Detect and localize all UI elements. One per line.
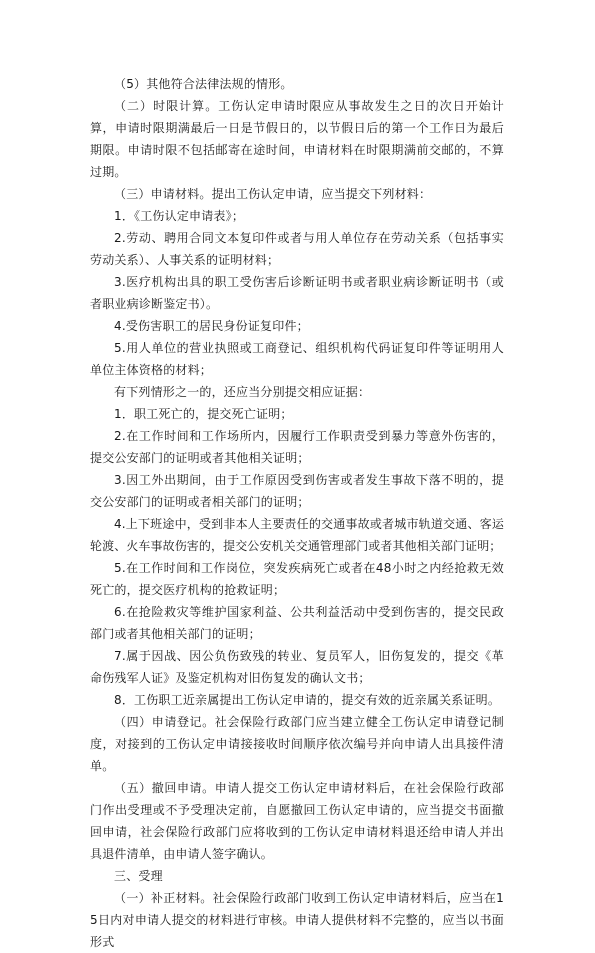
paragraph-material-3: 3.医疗机构出具的职工受伤害后诊断证明书或者职业病诊断证明书（或者职业病诊断鉴定书）。 [90,275,504,311]
paragraph-material-1: 1．《工伤认定申请表》； [114,209,245,223]
section-heading-acceptance: 三、受理 [114,869,163,883]
paragraph-evidence-7: 7.属于因战、因公负伤致残的转业、复员军人，旧伤复发的，提交《革命伤残军人证》及鉴定机构对旧伤复发的确认文书； [90,649,504,685]
paragraph-evidence-4: 4.上下班途中，受到非本人主要责任的交通事故或者城市轨道交通、客运轮渡、火车事故伤害的，提交公安机关交通管理部门或者其他相关部门证明； [90,517,504,553]
paragraph-additional-evidence: 有下列情形之一的，还应当分别提交相应证据： [114,385,371,399]
paragraph-evidence-6: 6.在抢险救灾等维护国家利益、公共利益活动中受到伤害的，提交民政部门或者其他相关部门的证明； [90,605,504,641]
paragraph-evidence-2: 2.在工作时间和工作场所内，因履行工作职责受到暴力等意外伤害的，提交公安部门的证明或者其他相关证明； [90,429,504,465]
document-body [90,73,504,953]
paragraph-evidence-8: 8．工伤职工近亲属提出工伤认定申请的，提交有效的近亲属关系证明。 [114,693,501,707]
paragraph-time-limit: （二）时限计算。工伤认定申请时限应从事故发生之日的次日开始计算，申请时限期满最后一日是节假日的，以节假日后的第一个工作日为最后期限。申请时限不包括邮寄在途时间，申请材料在时限期满前交邮的，不算过期。 [90,99,504,179]
paragraph-evidence-5: 5.在工作时间和工作岗位，突发疾病死亡或者在48小时之内经抢救无效死亡的，提交医疗机构的抢救证明； [90,561,504,597]
paragraph-evidence-1: 1．职工死亡的，提交死亡证明； [114,407,293,421]
paragraph-material-2: 2.劳动、聘用合同文本复印件或者与用人单位存在劳动关系（包括事实劳动关系）、人事关系的证明材料； [90,231,504,267]
paragraph-material-4: 4.受伤害职工的居民身份证复印件； [114,319,309,333]
paragraph-other-circumstances: （5）其他符合法律法规的情形。 [114,77,293,91]
paragraph-evidence-3: 3.因工外出期间，由于工作原因受到伤害或者发生事故下落不明的，提交公安部门的证明或者相关部门的证明； [90,473,504,509]
paragraph-registration: （四）申请登记。社会保险行政部门应当建立健全工伤认定申请登记制度，对接到的工伤认定申请接接收时间顺序依次编号并向申请人出具接件清单。 [90,715,504,773]
paragraph-material-5: 5.用人单位的营业执照或工商登记、组织机构代码证复印件等证明用人单位主体资格的材料； [90,341,504,377]
paragraph-supplement-materials: （一）补正材料。社会保险行政部门收到工伤认定申请材料后，应当在15日内对申请人提交的材料进行审核。申请人提供材料不完整的，应当以书面形式 [90,891,504,949]
paragraph-application-materials: （三）申请材料。提出工伤认定申请，应当提交下列材料： [114,187,432,201]
paragraph-withdrawal: （五）撤回申请。申请人提交工伤认定申请材料后，在社会保险行政部门作出受理或不予受理决定前，自愿撤回工伤认定申请的，应当提交书面撤回申请，社会保险行政部门应将收到的工伤认定申请材料退还给申请人并出具退件清单，由申请人签字确认。 [90,781,504,861]
